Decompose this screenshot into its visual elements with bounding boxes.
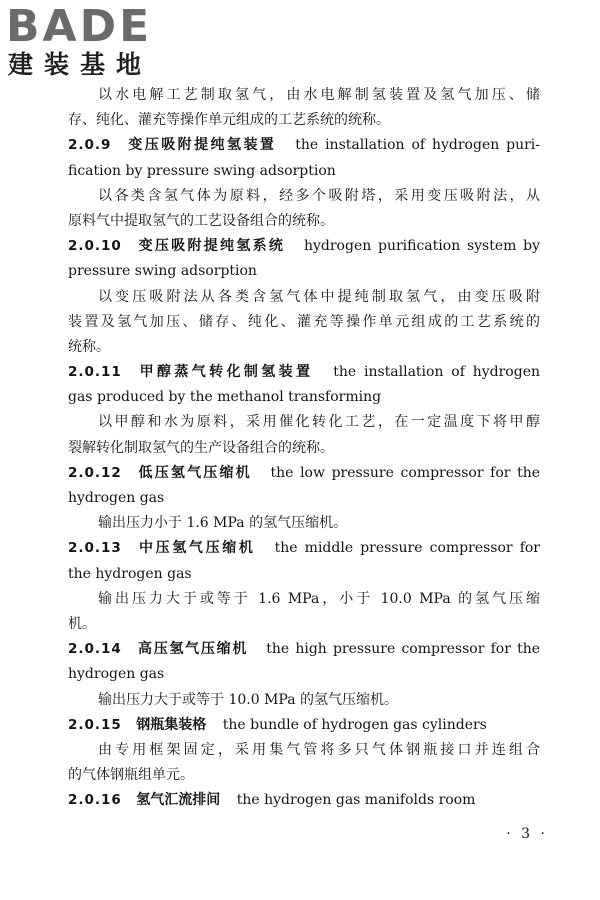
- text-line: 裂解转化制取氢气的生产设备组合的统称。: [68, 439, 334, 456]
- term-chinese: 低压氢气压缩机: [138, 464, 252, 481]
- term-english: the bundle of hydrogen gas cylinders: [222, 716, 487, 733]
- term-english: the low pressure compressor for the: [270, 464, 540, 481]
- text-line: 输出压力小于 1.6 MPa 的氢气压缩机。: [98, 515, 348, 532]
- clause-number: 2.0.15: [68, 716, 122, 733]
- text-line: 输出压力大于或等于 10.0 MPa 的氢气压缩机。: [98, 691, 398, 708]
- term-chinese: 中压氢气压缩机: [138, 540, 256, 557]
- term-chinese: 钢瓶集装格: [136, 716, 207, 733]
- text-line: 的气体钢瓶组单元。: [68, 767, 194, 784]
- text-line: fication by pressure swing adsorption: [68, 162, 336, 179]
- logo-subtitle-text: 建装基地: [8, 50, 153, 79]
- text-line: hydrogen gas: [68, 490, 165, 506]
- text-line: 输出压力大于或等于 1.6 MPa，小于 10.0 MPa 的氢气压缩: [98, 590, 540, 607]
- page-number: · 3 ·: [506, 826, 548, 842]
- text-line: the hydrogen gas: [68, 565, 192, 582]
- term-heading: [68, 536, 540, 561]
- term-heading: [68, 360, 540, 385]
- logo-brand-text: BADE: [6, 1, 153, 52]
- clause-number: 2.0.9: [68, 137, 112, 154]
- term-heading: [68, 234, 540, 259]
- text-line: 以甲醇和水为原料，采用催化转化工艺，在一定温度下将甲醇: [98, 414, 540, 431]
- clause-number: 2.0.12: [68, 464, 122, 481]
- text-line: pressure swing adsorption: [68, 263, 257, 280]
- text-line: 以各类含氢气体为原料，经多个吸附塔，采用变压吸附法，从: [98, 187, 540, 204]
- term-english: the installation of hydrogen puri-: [295, 137, 540, 154]
- term-heading: [68, 133, 540, 158]
- text-line: gas produced by the methanol transforming: [68, 389, 382, 406]
- term-english: hydrogen purification system by: [303, 238, 540, 255]
- text-line: 由专用框架固定，采用集气管将多只气体钢瓶接口并连组合: [98, 741, 540, 758]
- clause-number: 2.0.14: [68, 641, 122, 658]
- document-body: [68, 83, 540, 813]
- term-english: the installation of hydrogen: [333, 364, 540, 381]
- clause-number: 2.0.11: [68, 364, 122, 381]
- term-english: the high pressure compressor for the: [266, 641, 540, 658]
- text-line: 以变压吸附法从各类含氢气体中提纯制取氢气，由变压吸附: [98, 288, 540, 305]
- term-heading: [68, 461, 540, 486]
- term-chinese: 氢气汇流排间: [136, 792, 221, 809]
- term-heading: [68, 713, 540, 738]
- clause-number: 2.0.16: [68, 792, 122, 809]
- clause-number: 2.0.10: [68, 238, 122, 255]
- term-chinese: 甲醇蒸气转化制氢装置: [139, 364, 314, 381]
- term-chinese: 高压氢气压缩机: [138, 641, 249, 658]
- clause-number: 2.0.13: [68, 540, 122, 557]
- term-english: the middle pressure compressor for: [274, 540, 540, 557]
- term-chinese: 变压吸附提纯氢系统: [138, 238, 286, 255]
- text-line: 存、纯化、灌充等操作单元组成的工艺系统的统称。: [68, 112, 390, 129]
- term-heading: [68, 637, 540, 662]
- text-line: hydrogen gas: [68, 666, 165, 683]
- text-line: 以水电解工艺制取氢气，由水电解制氢装置及氢气加压、储: [98, 87, 540, 103]
- text-line: 装置及氢气加压、储存、纯化、灌充等操作单元组成的工艺系统的: [68, 313, 540, 330]
- bade-logo: [6, 1, 181, 86]
- text-line: 原料气中提取氢气的工艺设备组合的统称。: [68, 212, 334, 229]
- term-heading: [68, 788, 540, 813]
- term-english: the hydrogen gas manifolds room: [236, 792, 476, 809]
- term-chinese: 变压吸附提纯氢装置: [128, 137, 277, 154]
- text-line: 统称。: [68, 338, 110, 355]
- text-line: 机。: [68, 615, 96, 632]
